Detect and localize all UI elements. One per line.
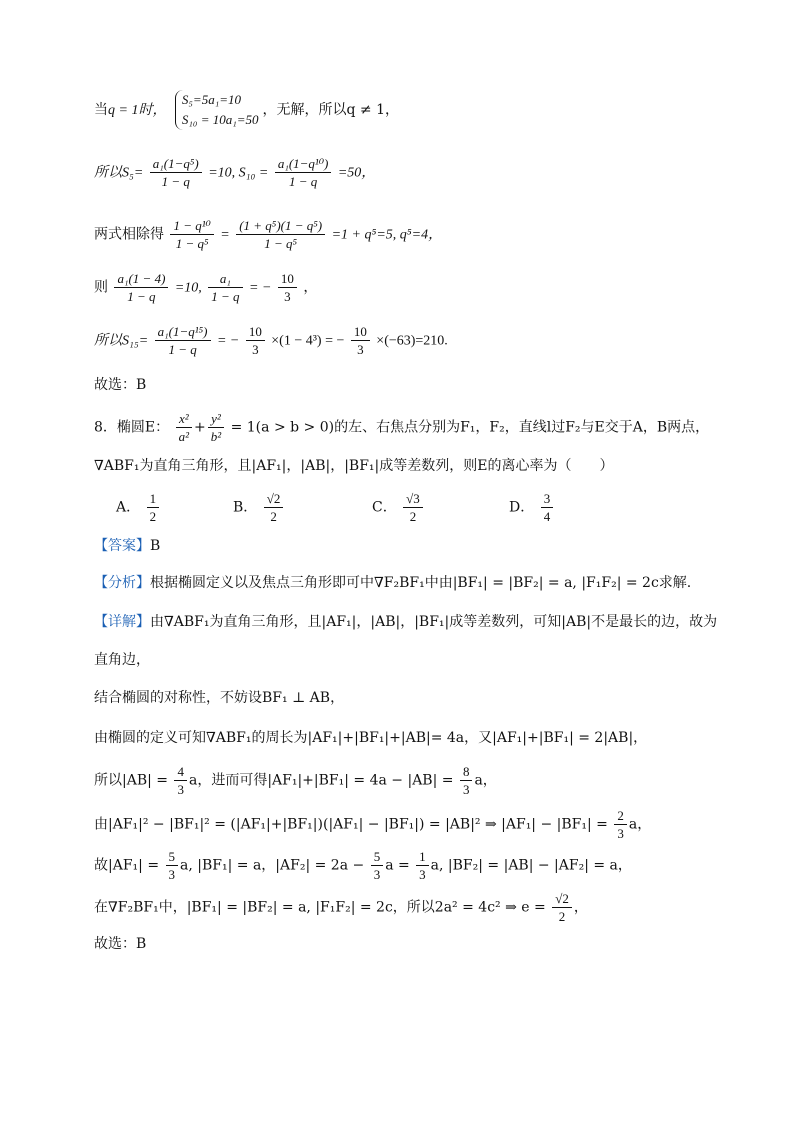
numerator: (1 + q⁵)(1 − q⁵) — [236, 217, 325, 235]
detail-line-4: 由椭圆的定义可知∇ABF₁的周长为|AF₁|+|BF₁|+|AB|= 4a，又|AF₁|+|BF₁| = 2|AB|， — [94, 730, 648, 746]
denominator: 2 — [558, 909, 566, 924]
answer-tag: 【答案】 — [94, 538, 150, 554]
math: = — [220, 227, 230, 243]
fraction — [416, 848, 429, 883]
denominator: a² — [178, 429, 189, 444]
detail-tag: 【详解】 — [94, 614, 150, 630]
denominator: 3 — [252, 342, 259, 357]
numerator: 1 − q¹⁰ — [170, 217, 213, 235]
fraction — [176, 410, 192, 445]
option-d — [509, 490, 555, 525]
detail-line-7 — [94, 848, 632, 883]
text: ，无解，所以q ≠ 1， — [262, 102, 400, 118]
fraction — [114, 270, 168, 305]
option-label: D． — [509, 499, 535, 516]
denominator: 2 — [409, 509, 417, 524]
denominator: 1 − q⁵ — [175, 236, 209, 251]
text: 当 — [94, 102, 108, 118]
option-b — [233, 490, 285, 525]
fraction — [150, 155, 202, 190]
math: ×(1 − 4³) = − — [271, 333, 345, 349]
analysis-tag: 【分析】 — [94, 575, 150, 591]
text: a， — [474, 772, 497, 789]
numerator: a₁(1−q¹⁰) — [275, 155, 332, 173]
numerator: 10 — [351, 323, 370, 341]
fraction — [166, 848, 179, 883]
fraction — [614, 807, 627, 842]
fraction — [236, 217, 325, 252]
fraction — [351, 323, 370, 358]
denominator: 3 — [462, 782, 470, 797]
fraction — [552, 890, 572, 925]
numerator: 1 — [416, 848, 429, 866]
numerator: a₁(1 − 4) — [114, 270, 168, 288]
numerator: a₁(1−q⁵) — [150, 155, 202, 173]
detail-line-1 — [94, 612, 717, 632]
numerator: a₁ — [208, 270, 242, 288]
text: a = — [385, 857, 410, 874]
text: 在∇F₂BF₁中，|BF₁| = |BF₂| = a, |F₁F₂| = 2c，所以2a² = 4c² ⇒ e = — [94, 899, 546, 916]
option-label: B． — [233, 499, 258, 516]
answer-line-1: 故选：B — [94, 377, 147, 393]
option-label: C． — [372, 499, 397, 516]
denominator: 3 — [419, 867, 426, 882]
text: 两式相除得 — [94, 226, 164, 243]
analysis-text: 根据椭圆定义以及焦点三角形即可中∇F₂BF₁中由|BF₁| = |BF₂| = a, |F₁F₂| = 2c求解. — [150, 575, 692, 591]
fraction — [147, 490, 160, 525]
fraction — [246, 323, 265, 358]
text: a，进而可得|AF₁|+|BF₁| = 4a − |AB| = — [188, 772, 454, 789]
detail-line-2: 直角边， — [94, 652, 150, 668]
math: = − — [216, 333, 240, 349]
fraction — [264, 490, 284, 525]
denominator: 3 — [177, 782, 184, 797]
text: 由|AF₁|² − |BF₁|² = (|AF₁|+|BF₁|)(|AF₁| − |BF₁|) = |AB|² ⇒ |AF₁| − |BF₁| = — [94, 816, 608, 833]
denominator: 3 — [373, 867, 381, 882]
denominator: 3 — [617, 826, 624, 841]
fraction — [278, 270, 297, 305]
fraction — [155, 323, 211, 358]
denominator: 2 — [149, 509, 157, 524]
fraction — [170, 217, 213, 252]
text: 8．椭圆E： — [94, 419, 170, 436]
fraction — [371, 848, 384, 883]
numerator: 3 — [541, 490, 554, 508]
final-answer-line: 故选：B — [94, 936, 147, 952]
math: 所以S₅= — [94, 165, 144, 181]
option-a — [116, 490, 161, 525]
solution-line-q-equals-1 — [94, 90, 399, 130]
solution-line-s15 — [94, 323, 448, 358]
fraction — [541, 490, 554, 525]
fraction — [208, 270, 242, 305]
numerator: x² — [176, 410, 192, 428]
text: + — [194, 419, 206, 436]
numerator: 2 — [614, 807, 627, 825]
detail-line-8 — [94, 890, 588, 925]
equation-system — [175, 90, 259, 130]
numerator: 4 — [174, 763, 187, 781]
detail-line-3: 结合椭圆的对称性，不妨设BF₁ ⊥ AB， — [94, 690, 345, 706]
solution-line-divide — [94, 217, 442, 252]
math: =1 + q⁵=5, q⁵=4， — [331, 227, 443, 243]
denominator: 2 — [270, 509, 277, 524]
system-row-2: S₁₀ = 10a₁=50 — [181, 112, 259, 127]
detail-line-5 — [94, 763, 497, 798]
text: ， — [303, 279, 318, 296]
solution-line-sums — [94, 155, 375, 190]
denominator: 1 − q — [161, 174, 190, 189]
denominator: 3 — [284, 289, 291, 304]
numerator: 5 — [166, 848, 179, 866]
math: 所以S₁₅= — [94, 333, 149, 349]
numerator: 8 — [460, 763, 473, 781]
math: =10, — [174, 280, 202, 296]
fraction — [275, 155, 332, 190]
solution-line-then — [94, 270, 317, 305]
text: a, |BF₂| = |AB| − |AF₂| = a， — [430, 857, 632, 874]
fraction — [208, 410, 224, 445]
numerator: a₁(1−q¹⁵) — [155, 323, 211, 341]
denominator: 1 − q — [127, 289, 156, 304]
detail-line-6 — [94, 807, 651, 842]
text: a， — [628, 816, 652, 833]
math: =50， — [337, 165, 376, 181]
numerator: √2 — [264, 490, 284, 508]
answer-tag-line — [94, 536, 160, 556]
fraction — [174, 763, 187, 798]
system-row-1: S₅=5a₁=10 — [181, 92, 241, 107]
numerator: 5 — [371, 848, 384, 866]
text: 所以|AB| = — [94, 772, 169, 789]
numerator: √3 — [403, 490, 423, 508]
question-8-line-2: ∇ABF₁为直角三角形，且|AF₁|，|AB|，|BF₁|成等差数列，则E的离心率为（ ） — [94, 458, 614, 474]
denominator: 4 — [543, 509, 551, 524]
denominator: 3 — [357, 342, 364, 357]
detail-text: 由∇ABF₁为直角三角形，且|AF₁|，|AB|，|BF₁|成等差数列，可知|AB|不是最长的边，故为 — [150, 614, 718, 630]
answer-value: B — [150, 538, 161, 554]
question-8-line-1 — [94, 410, 709, 445]
denominator: 1 − q — [211, 289, 240, 304]
numerator: 10 — [278, 270, 297, 288]
text: ， — [573, 899, 588, 916]
numerator: √2 — [552, 890, 572, 908]
text: 故|AF₁| = — [94, 857, 160, 874]
text: 则 — [94, 279, 108, 296]
math: = − — [249, 280, 272, 296]
denominator: b² — [210, 429, 222, 444]
option-c — [372, 490, 425, 525]
math: ×(−63)=210. — [376, 333, 448, 349]
option-label: A． — [116, 499, 141, 516]
numerator: 10 — [246, 323, 265, 341]
math: =10, S₁₀ = — [208, 165, 269, 181]
denominator: 3 — [168, 867, 176, 882]
numerator: 1 — [147, 490, 160, 508]
numerator: y² — [208, 410, 224, 428]
fraction — [460, 763, 473, 798]
denominator: 1 − q — [168, 342, 197, 357]
denominator: 1 − q — [288, 174, 318, 189]
math: q = 1时， — [108, 103, 167, 118]
analysis-line — [94, 573, 691, 593]
text: a, |BF₁| = a，|AF₂| = 2a − — [180, 857, 365, 874]
denominator: 1 − q⁵ — [264, 236, 298, 251]
text: = 1(a > b > 0)的左、右焦点分别为F₁，F₂，直线l过F₂与E交于A，B两点， — [230, 419, 710, 436]
fraction — [403, 490, 423, 525]
